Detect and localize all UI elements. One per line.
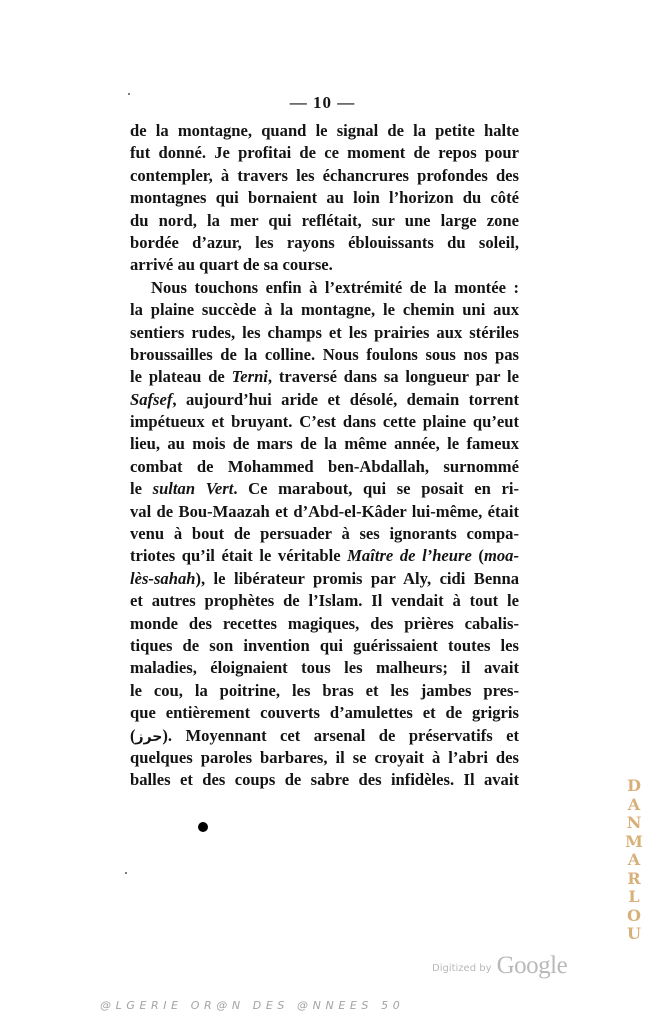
text-line bbox=[130, 344, 519, 366]
text-segment: que entièrement couverts d’amulettes et de grigris bbox=[130, 703, 519, 723]
text-segment: fut donné. Je profitai de ce moment de repos pour bbox=[130, 143, 519, 163]
text-segment: sentiers rudes, les champs et les prairies aux stériles bbox=[130, 322, 519, 342]
text-line bbox=[130, 165, 519, 187]
text-segment: Nous touchons enfin à l’extrémité de la montée : bbox=[151, 277, 519, 297]
paper-speck bbox=[128, 93, 130, 95]
text-segment: ), le libérateur promis par Aly, cidi Benna bbox=[195, 568, 519, 588]
text-segment: du nord, la mer qui reflétait, sur une large zone bbox=[130, 210, 519, 230]
text-segment: le bbox=[130, 479, 153, 499]
text-segment: bordée d’azur, les rayons éblouissants du soleil, bbox=[130, 232, 519, 252]
text-segment: montagnes qui bornaient au loin l’horizon du côté bbox=[130, 188, 519, 208]
text-line bbox=[130, 299, 519, 321]
vertical-watermark: D A N M A R L O U bbox=[625, 776, 643, 943]
footer-watermark: @LGERIE OR@N DES @NNEES 50 bbox=[100, 999, 405, 1012]
text-segment: impétueux et bruyant. C’est dans cette plaine qu’eut bbox=[130, 412, 519, 432]
text-line bbox=[130, 725, 519, 747]
text-line bbox=[130, 523, 519, 545]
text-segment: broussailles de la colline. Nous foulons sous nos pas bbox=[130, 344, 519, 364]
text-line bbox=[130, 613, 519, 635]
italic-text: Safsef bbox=[130, 389, 173, 409]
text-segment: balles et des coups de sabre des infidèles. Il avait bbox=[130, 770, 519, 790]
text-segment: quelques paroles barbares, il se croyait à l’abri des bbox=[130, 747, 519, 767]
arabic-word: حرز bbox=[135, 728, 163, 745]
text-segment: tiques de son invention qui guérissaient toutes les bbox=[130, 635, 519, 655]
text-segment: contempler, à travers les échancrures profondes des bbox=[130, 165, 519, 185]
text-segment: de la montagne, quand le signal de la petite halte bbox=[130, 121, 519, 140]
text-segment: le plateau de bbox=[130, 367, 232, 387]
text-line bbox=[130, 478, 519, 500]
text-line bbox=[130, 635, 519, 657]
text-segment: le cou, la poitrine, les bras et les jambes pres- bbox=[130, 680, 519, 700]
text-line bbox=[130, 433, 519, 455]
text-segment: , aujourd’hui aride et désolé, demain torrent bbox=[172, 389, 519, 409]
italic-text: moa- bbox=[483, 546, 519, 566]
text-line bbox=[130, 232, 519, 254]
ink-dot bbox=[198, 822, 208, 832]
google-digitized-credit bbox=[432, 952, 567, 980]
text-segment: et autres prophètes de l’Islam. Il vendait à tout le bbox=[130, 591, 519, 611]
italic-text: lès-sahah bbox=[130, 568, 196, 588]
text-line bbox=[130, 120, 519, 142]
text-segment: maladies, éloignaient tous les malheurs; il avait bbox=[130, 658, 519, 678]
text-segment: combat de Mohammed ben-Abdallah, surnommé bbox=[130, 456, 519, 476]
text-line bbox=[130, 501, 519, 523]
text-segment: la plaine succède à la montagne, le chemin uni aux bbox=[130, 300, 519, 320]
text-segment: arrivé au quart de sa course. bbox=[130, 255, 333, 275]
text-line bbox=[130, 657, 519, 679]
text-line bbox=[130, 411, 519, 433]
text-segment: ( bbox=[130, 725, 136, 745]
body-text bbox=[130, 120, 519, 792]
text-line bbox=[130, 568, 519, 590]
text-segment: lieu, au mois de mars de la même année, le fameux bbox=[130, 434, 519, 454]
text-segment: ). Moyennant cet arsenal de préservatifs et bbox=[162, 725, 519, 745]
text-segment: venu à bout de persuader à ses ignorants compa- bbox=[130, 524, 519, 544]
text-line bbox=[130, 680, 519, 702]
text-line bbox=[130, 210, 519, 232]
italic-text: sultan Vert bbox=[152, 479, 234, 499]
text-line bbox=[130, 277, 519, 299]
text-segment: triotes qu’il était le véritable bbox=[130, 546, 348, 566]
text-segment: val de Bou-Maazah et d’Abd-el-Kâder lui-même, était bbox=[130, 501, 519, 521]
text-line bbox=[130, 456, 519, 478]
google-logo: Google bbox=[496, 952, 568, 979]
text-segment: monde des recettes magiques, des prières cabalis- bbox=[130, 613, 519, 633]
text-line bbox=[130, 389, 519, 411]
text-line bbox=[130, 769, 519, 791]
text-segment: ( bbox=[471, 546, 484, 566]
digitized-by-label: Digitized by bbox=[432, 963, 492, 974]
italic-text: Maître de l’heure bbox=[347, 546, 472, 566]
text-line bbox=[130, 590, 519, 612]
italic-text: Terni bbox=[231, 367, 268, 387]
text-segment: . Ce marabout, qui se posait en ri- bbox=[233, 479, 519, 499]
text-line bbox=[130, 702, 519, 724]
text-line bbox=[130, 322, 519, 344]
text-line bbox=[130, 747, 519, 769]
page-number: — 10 — bbox=[289, 93, 356, 112]
text-line bbox=[130, 142, 519, 164]
text-line bbox=[130, 254, 519, 276]
text-line bbox=[130, 187, 519, 209]
paper-speck bbox=[125, 872, 127, 874]
text-segment: , traversé dans sa longueur par le bbox=[267, 367, 519, 387]
text-line bbox=[130, 366, 519, 388]
text-line bbox=[130, 545, 519, 567]
